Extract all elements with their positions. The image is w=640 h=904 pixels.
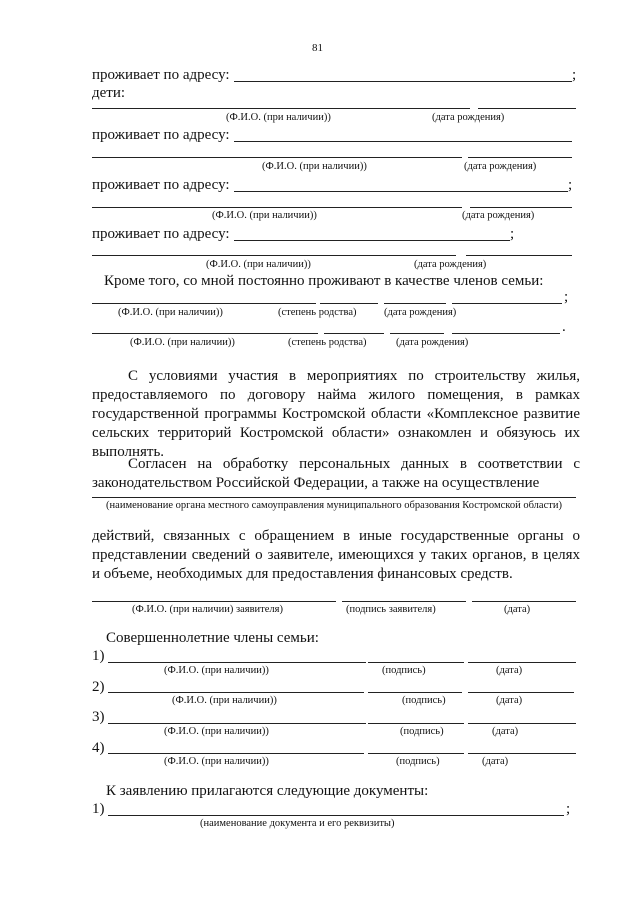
dob-hint: (дата рождения)	[432, 112, 505, 123]
consent-paragraph: Согласен на обработку персональных данных в соответствии с законодательством Российской Федерации, а также на осуществление	[92, 456, 580, 491]
child-fio-line[interactable]	[92, 207, 462, 208]
fio-hint: (Ф.И.О. (при наличии))	[206, 259, 311, 270]
fio-hint: (Ф.И.О. (при наличии))	[212, 210, 317, 221]
signature-hint: (подпись)	[400, 726, 444, 737]
family-fio-line[interactable]	[92, 303, 316, 304]
applicant-signature-hint: (подпись заявителя)	[346, 604, 436, 615]
conditions-paragraph: С условиями участия в мероприятиях по строительству жилья, предоставляемого по договору найма жилого помещения, в рамках государственной программы Костромской области «Комплексное развитие сельских территорий Костромской области» ознакомлен и обязуюсь их выполнять.	[92, 368, 580, 460]
applicant-date-line[interactable]	[472, 601, 576, 602]
family-kinship-line[interactable]	[324, 333, 384, 334]
fio-hint: (Ф.И.О. (при наличии))	[172, 695, 277, 706]
semicolon: ;	[568, 177, 573, 193]
applicant-date-hint: (дата)	[504, 604, 531, 615]
kinship-hint: (степень родства)	[288, 337, 367, 348]
fio-hint: (Ф.И.О. (при наличии))	[118, 307, 223, 318]
member-date-line[interactable]	[468, 723, 576, 724]
date-hint: (дата)	[496, 665, 523, 676]
member-signature-line[interactable]	[368, 662, 464, 663]
fio-hint: (Ф.И.О. (при наличии))	[226, 112, 331, 123]
date-hint: (дата)	[492, 726, 519, 737]
member-signature-line[interactable]	[368, 692, 462, 693]
row-number: 1)	[92, 648, 105, 664]
address-line[interactable]	[234, 191, 568, 192]
dob-hint: (дата рождения)	[414, 259, 487, 270]
documents-title: К заявлению прилагаются следующие документы:	[106, 783, 429, 799]
row-number: 3)	[92, 709, 105, 725]
child-fio-line[interactable]	[92, 108, 470, 109]
child-fio-line[interactable]	[92, 255, 456, 256]
family-fio-line[interactable]	[92, 333, 318, 334]
family-dob-line[interactable]	[390, 333, 444, 334]
member-fio-line[interactable]	[108, 753, 364, 754]
member-signature-line[interactable]	[368, 723, 464, 724]
member-fio-line[interactable]	[108, 723, 366, 724]
row-number: 4)	[92, 740, 105, 756]
kinship-hint: (степень родства)	[278, 307, 357, 318]
member-signature-line[interactable]	[368, 753, 464, 754]
member-fio-line[interactable]	[108, 692, 364, 693]
period: .	[562, 319, 566, 335]
family-extra-line[interactable]	[452, 303, 562, 304]
authority-hint: (наименование органа местного самоуправления муниципального образования Костромской области)	[106, 500, 562, 511]
member-date-line[interactable]	[468, 662, 576, 663]
dob-hint: (дата рождения)	[462, 210, 535, 221]
semicolon: ;	[566, 801, 571, 817]
lives-at-label: проживает по адресу:	[92, 127, 230, 143]
member-date-line[interactable]	[468, 753, 576, 754]
address-line[interactable]	[234, 240, 510, 241]
dob-hint: (дата рождения)	[396, 337, 469, 348]
dob-hint: (дата рождения)	[384, 307, 457, 318]
semicolon: ;	[572, 67, 577, 83]
member-date-line[interactable]	[468, 692, 574, 693]
signature-hint: (подпись)	[402, 695, 446, 706]
family-intro: Кроме того, со мной постоянно проживают в качестве членов семьи:	[104, 273, 544, 289]
fio-hint: (Ф.И.О. (при наличии))	[164, 726, 269, 737]
member-fio-line[interactable]	[108, 662, 366, 663]
consent-continuation: действий, связанных с обращением в иные государственные органы о представлении сведений о заявителе, имеющихся у таких органов, в целях и объеме, необходимых для предоставления финансовых средств.	[92, 528, 580, 582]
lives-at-label: проживает по адресу:	[92, 226, 230, 242]
signature-hint: (подпись)	[382, 665, 426, 676]
applicant-signature-line[interactable]	[342, 601, 466, 602]
family-dob-line[interactable]	[384, 303, 446, 304]
lives-at-label: проживает по адресу:	[92, 177, 230, 193]
document-line[interactable]	[108, 815, 564, 816]
adult-members-title: Совершеннолетние члены семьи:	[106, 630, 319, 646]
page-number: 81	[312, 42, 323, 54]
child-dob-line[interactable]	[478, 108, 576, 109]
address-line[interactable]	[234, 141, 572, 142]
date-hint: (дата)	[496, 695, 523, 706]
child-dob-line[interactable]	[468, 157, 572, 158]
children-label: дети:	[92, 85, 126, 101]
child-fio-line[interactable]	[92, 157, 462, 158]
applicant-fio-line[interactable]	[92, 601, 336, 602]
fio-hint: (Ф.И.О. (при наличии))	[262, 161, 367, 172]
dob-hint: (дата рождения)	[464, 161, 537, 172]
row-number: 2)	[92, 679, 105, 695]
child-dob-line[interactable]	[466, 255, 572, 256]
family-kinship-line[interactable]	[320, 303, 378, 304]
row-number: 1)	[92, 801, 105, 817]
fio-hint: (Ф.И.О. (при наличии))	[164, 756, 269, 767]
semicolon: ;	[510, 226, 515, 242]
semicolon: ;	[564, 289, 569, 305]
fio-hint: (Ф.И.О. (при наличии))	[130, 337, 235, 348]
authority-line[interactable]	[92, 497, 576, 498]
child-dob-line[interactable]	[470, 207, 572, 208]
fio-hint: (Ф.И.О. (при наличии))	[164, 665, 269, 676]
document-hint: (наименование документа и его реквизиты)	[200, 818, 395, 829]
signature-hint: (подпись)	[396, 756, 440, 767]
address-line[interactable]	[234, 81, 572, 82]
date-hint: (дата)	[482, 756, 509, 767]
applicant-fio-hint: (Ф.И.О. (при наличии) заявителя)	[132, 604, 283, 615]
family-extra-line[interactable]	[452, 333, 560, 334]
lives-at-label: проживает по адресу:	[92, 67, 230, 83]
